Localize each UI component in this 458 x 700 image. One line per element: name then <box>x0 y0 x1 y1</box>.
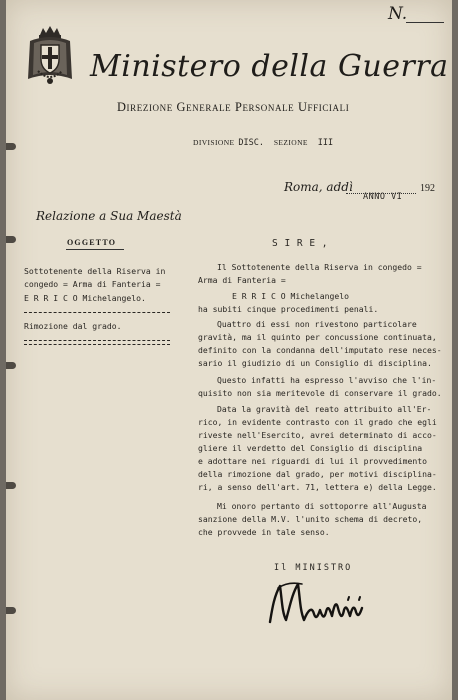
binder-hole <box>6 482 16 489</box>
body-line: ha subiti cinque procedimenti penali. <box>198 304 379 314</box>
direction-heading: Direzione Generale Personale Ufficiali <box>117 100 350 114</box>
body-line: Mi onoro pertanto di sottoporre all'Augusta <box>217 501 427 511</box>
body-line: Il Sottotenente della Riserva in congedo = <box>217 262 422 272</box>
number-underline <box>406 22 444 23</box>
section-value: III <box>317 138 334 148</box>
body-line: riveste nell'Esercito, avrei determinato di acco- <box>198 430 437 440</box>
body-line: Data la gravità del reato attribuito all'Er- <box>217 404 432 414</box>
dateline-year: 192 <box>420 183 435 194</box>
body-line: rico, in evidente contrasto con il grado che egli <box>198 417 437 427</box>
body-line: definito con la condanna dell'imputato rese neces- <box>198 345 442 355</box>
body-line: sario il giudizio di un Consiglio di disciplina. <box>198 358 432 368</box>
document-page <box>6 0 452 700</box>
section-label: SEZIONE <box>273 138 308 147</box>
body-line: E R R I C O Michelangelo <box>232 291 349 301</box>
subject-line: congedo = Arma di Fanteria = <box>24 279 161 289</box>
coat-of-arms-icon <box>26 25 74 87</box>
separator-rule <box>24 340 170 341</box>
subject-line: E R R I C O Michelangelo. <box>24 293 146 303</box>
division-value: DISC. <box>238 138 264 148</box>
binder-hole <box>6 607 16 614</box>
body-line: della rimozione dal grado, per motivi disciplina- <box>198 469 437 479</box>
ministry-title: Ministero della Guerra <box>90 49 449 84</box>
motivo-line: Rimozione dal grado. <box>24 321 122 331</box>
dateline-place: Roma, addì <box>284 180 353 194</box>
body-line: che provvede in tale senso. <box>198 527 330 537</box>
binder-hole <box>6 236 16 243</box>
oggetto-label: OGGETTO <box>67 238 117 247</box>
body-line: e adottare nei riguardi di lui il provvedimento <box>198 456 428 466</box>
binder-hole <box>6 362 16 369</box>
number-label: N. <box>388 4 408 24</box>
relazione-heading: Relazione a Sua Maestà <box>36 209 182 223</box>
body-line: quisito non sia meritevole di conservare il grado. <box>198 388 442 398</box>
oggetto-underline <box>66 249 124 250</box>
division-label: DIVISIONE <box>193 138 235 147</box>
subject-line: Sottotenente della Riserva in <box>24 266 166 276</box>
salutation: S I R E , <box>272 238 328 249</box>
dateline-anno: ANNO VI <box>363 192 403 202</box>
body-line: gravità, ma il quinto per concussione continuata, <box>198 332 437 342</box>
separator-rule <box>24 344 170 345</box>
body-line: Questo infatti ha espresso l'avviso che l'in- <box>217 375 437 385</box>
body-line: sanzione della M.V. l'unito schema di decreto, <box>198 514 423 524</box>
body-line: Quattro di essi non rivestono particolare <box>217 319 417 329</box>
division-line <box>193 138 333 148</box>
minister-title: Il MINISTRO <box>274 563 353 573</box>
body-line: Arma di Fanteria = <box>198 275 286 285</box>
body-line: gliere il verdetto del Consiglio di disciplina <box>198 443 423 453</box>
separator-rule <box>24 312 170 313</box>
binder-hole <box>6 143 16 150</box>
body-line: ri, a senso dell'art. 71, lettera e) della Legge. <box>198 482 437 492</box>
signature-image <box>262 570 382 634</box>
